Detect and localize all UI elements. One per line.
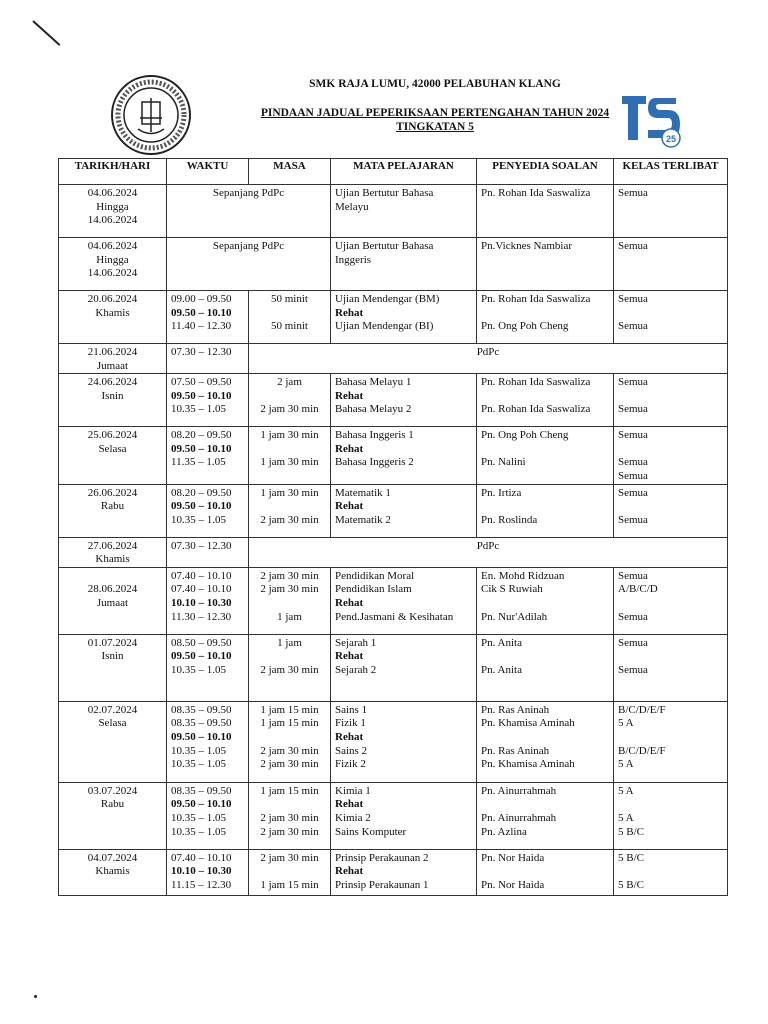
duration-cell [249, 291, 331, 344]
duration-cell-line [253, 731, 326, 745]
time-cell [167, 634, 249, 701]
setter-cell-line: Pn. Rohan Ida Saswaliza [481, 293, 591, 305]
duration-cell-line: 2 jam 30 min [260, 403, 319, 416]
time-cell-line: 09.00 – 09.50 [171, 293, 232, 305]
duration-cell-line [253, 443, 326, 457]
time-cell [167, 374, 249, 427]
class-cell-line [618, 597, 723, 611]
table-row [59, 537, 728, 567]
duration-cell-line: 2 jam 30 min [260, 851, 319, 864]
class-cell-line [618, 443, 723, 457]
duration-cell-line: 2 jam 30 min [260, 758, 319, 771]
setter-cell-line: Pn. Ras Aninah [481, 703, 550, 716]
setter-cell-line: Pn. Ainurrahmah [481, 811, 557, 824]
table-row [59, 185, 728, 238]
class-cell [614, 849, 728, 895]
col-header-date: TARIKH/HARI [59, 159, 167, 185]
col-header-subject: MATA PELAJARAN [331, 159, 477, 185]
svg-text:25: 25 [665, 134, 677, 144]
subject-line: Prinsip Perakaunan 1 [335, 878, 429, 891]
class-cell-line: Semua [618, 486, 648, 499]
time-cell [167, 484, 249, 537]
subject-cell [331, 782, 477, 849]
time-cell-line: 11.35 – 1.05 [171, 456, 226, 469]
time-cell-line: 11.30 – 12.30 [171, 610, 232, 623]
class-cell [614, 634, 728, 701]
subject-line: Sejarah 2 [335, 663, 377, 676]
date-cell [59, 427, 167, 484]
duration-cell-line: 1 jam [277, 636, 302, 649]
setter-cell-line: Pn. Khamisa Aminah [481, 717, 575, 730]
setter-cell-line: Pn. Anita [481, 636, 522, 649]
setter-cell-line: Pn. Nur'Adilah [481, 610, 548, 623]
setter-cell [477, 291, 614, 344]
date-cell [59, 484, 167, 537]
table-row [59, 849, 728, 895]
class-cell [614, 185, 728, 238]
class-cell-line: Semua [618, 663, 648, 676]
class-cell-line: Semua [618, 376, 648, 389]
table-row [59, 484, 728, 537]
class-cell-line: Semua [618, 513, 648, 526]
date-cell-line: 04.06.2024 [87, 187, 138, 199]
date-cell-line: 01.07.2024 [87, 636, 138, 649]
time-cell-line: 07.30 – 12.30 [171, 539, 232, 552]
table-row [59, 344, 728, 374]
form-level: TINGKATAN 5 [396, 121, 474, 133]
time-cell-line: 10.35 – 1.05 [171, 513, 226, 526]
subject-cell [331, 567, 477, 634]
class-cell-line [618, 500, 723, 514]
setter-cell-line [481, 865, 609, 879]
date-cell [59, 782, 167, 849]
setter-cell-line: Pn. Irtiza [481, 486, 522, 499]
duration-cell-line [253, 390, 326, 404]
subject-line: Matematik 1 [335, 486, 391, 499]
duration-cell-line: 2 jam 30 min [260, 583, 319, 596]
setter-cell-line [481, 443, 609, 457]
class-cell [614, 701, 728, 782]
class-cell-line: A/B/C/D [618, 583, 658, 596]
date-cell-line: 27.06.2024 [87, 539, 138, 552]
time-cell [167, 537, 249, 567]
subject-line: Sains 2 [335, 744, 368, 757]
duration-cell-line: 1 jam [277, 610, 302, 623]
setter-cell-line: Pn. Ras Aninah [481, 744, 550, 757]
setter-cell [477, 427, 614, 484]
class-cell-line: Semua [618, 456, 648, 469]
class-cell [614, 238, 728, 291]
date-cell-line: 03.07.2024 [87, 784, 138, 797]
time-cell-line: 08.35 – 09.50 [171, 784, 232, 797]
setter-cell-line: Pn. Ong Poh Cheng [481, 320, 569, 333]
subject-line: Rehat [335, 389, 364, 402]
time-cell-line: 08.35 – 09.50 [171, 703, 232, 716]
pdpc-cell [249, 537, 728, 567]
class-cell-line: B/C/D/E/F [618, 744, 666, 757]
subject-line: Bahasa Melayu 1 [335, 376, 412, 389]
table-row [59, 374, 728, 427]
time-cell-line: 09.50 – 10.10 [171, 306, 232, 319]
subject-line: Bahasa Melayu 2 [335, 403, 412, 416]
setter-cell-line: Pn. Azlina [481, 825, 527, 838]
subject-line: Rehat [335, 730, 364, 743]
date-cell-line: 14.06.2024 [87, 214, 138, 227]
subject-line: Rehat [335, 442, 364, 455]
document-title: PINDAAN JADUAL PEPERIKSAAN PERTENGAHAN TAHUN 2024 [260, 107, 610, 119]
subject-line: Rehat [335, 650, 364, 663]
duration-cell [249, 634, 331, 701]
duration-cell-line: 2 jam 30 min [260, 825, 319, 838]
date-cell-line: Jumaat [96, 596, 129, 609]
date-cell-line: Khamis [95, 865, 130, 878]
setter-cell-line: Pn. Roslinda [481, 513, 538, 526]
date-cell-line: Jumaat [96, 359, 129, 372]
subject-line: Sains Komputer [335, 825, 407, 838]
span-period-cell [167, 185, 331, 238]
subject-line: Rehat [335, 500, 364, 513]
subject-line: Melayu [335, 200, 369, 213]
span-period-text: Sepanjang PdPc [212, 187, 285, 199]
time-cell-line: 08.20 – 09.50 [171, 429, 232, 442]
date-cell-line: 04.07.2024 [87, 851, 138, 864]
setter-cell [477, 782, 614, 849]
time-cell-line: 07.30 – 12.30 [171, 346, 232, 358]
class-cell-line [618, 307, 723, 321]
subject-cell [331, 185, 477, 238]
class-cell [614, 782, 728, 849]
duration-cell-line: 2 jam 30 min [260, 569, 319, 582]
time-cell-line: 07.40 – 10.10 [171, 583, 232, 596]
class-cell-line [618, 865, 723, 879]
time-cell-line: 09.50 – 10.10 [171, 442, 232, 455]
subject-line: Rehat [335, 865, 364, 878]
duration-cell-line: 1 jam 30 min [260, 429, 319, 442]
duration-cell-line: 1 jam 30 min [260, 486, 319, 499]
date-cell [59, 185, 167, 238]
time-cell [167, 701, 249, 782]
duration-cell-line: 2 jam 30 min [260, 744, 319, 757]
duration-cell [249, 567, 331, 634]
date-cell-line: Isnin [101, 650, 124, 663]
time-cell-line: 07.40 – 10.10 [171, 851, 232, 864]
span-period-cell [167, 238, 331, 291]
setter-cell-line: Pn.Vicknes Nambiar [481, 240, 572, 252]
duration-cell [249, 484, 331, 537]
setter-cell-line [481, 731, 609, 745]
setter-cell-line [481, 597, 609, 611]
date-cell [59, 344, 167, 374]
class-cell-line: 5 B/C [618, 851, 644, 864]
date-cell [59, 374, 167, 427]
subject-cell [331, 374, 477, 427]
time-cell-line: 08.35 – 09.50 [171, 717, 232, 730]
date-cell-line: Selasa [98, 717, 127, 730]
time-cell [167, 291, 249, 344]
time-cell-line: 10.35 – 1.05 [171, 403, 226, 416]
subject-cell [331, 484, 477, 537]
time-cell-line: 10.35 – 1.05 [171, 744, 226, 757]
class-cell-line: Semua [618, 240, 648, 252]
class-cell-line: 5 A [618, 811, 634, 824]
duration-cell [249, 782, 331, 849]
time-cell-line: 09.50 – 10.10 [171, 730, 232, 743]
date-cell-line: 02.07.2024 [87, 703, 138, 716]
setter-cell-line: Pn. Nor Haida [481, 851, 545, 864]
date-cell-line [63, 570, 162, 584]
duration-cell [249, 849, 331, 895]
duration-cell-line: 1 jam 15 min [260, 878, 319, 891]
time-cell-line: 09.50 – 10.10 [171, 500, 232, 513]
class-cell-line [618, 650, 723, 664]
setter-cell-line: Pn. Anita [481, 663, 522, 676]
subject-line: Sejarah 1 [335, 636, 377, 649]
duration-cell-line: 1 jam 15 min [260, 784, 319, 797]
subject-cell [331, 291, 477, 344]
subject-line: Prinsip Perakaunan 2 [335, 851, 429, 864]
class-cell-line: 5 B/C [618, 825, 644, 838]
table-row [59, 782, 728, 849]
time-cell-line: 10.35 – 1.05 [171, 825, 226, 838]
setter-cell [477, 567, 614, 634]
date-cell-line: Khamis [95, 553, 130, 566]
date-cell-line: Isnin [101, 389, 124, 402]
subject-line: Rehat [335, 306, 364, 319]
class-cell-line: Semua [618, 293, 648, 305]
setter-cell [477, 701, 614, 782]
time-cell [167, 427, 249, 484]
class-cell-line: Semua [618, 187, 648, 199]
class-cell-line: Semua [618, 636, 648, 649]
setter-cell-line: Pn. Nor Haida [481, 878, 545, 891]
setter-cell-line: Pn. Nalini [481, 456, 526, 469]
class-cell-line: Semua [618, 429, 648, 442]
time-cell-line: 10.35 – 1.05 [171, 663, 226, 676]
duration-cell-line: 1 jam 15 min [260, 703, 319, 716]
setter-cell [477, 238, 614, 291]
subject-line: Ujian Mendengar (BI) [335, 320, 434, 333]
subject-line: Kimia 2 [335, 811, 371, 824]
date-cell-line: 21.06.2024 [87, 346, 138, 358]
date-cell-line: Hingga [96, 200, 129, 213]
table-row [59, 634, 728, 701]
date-cell [59, 701, 167, 782]
span-period-text: Sepanjang PdPc [212, 240, 285, 252]
class-cell [614, 484, 728, 537]
duration-cell-line: 2 jam [277, 376, 302, 389]
class-cell-line: 5 A [618, 758, 634, 771]
time-cell-line: 10.35 – 1.05 [171, 758, 226, 771]
subject-cell [331, 849, 477, 895]
setter-cell-line [481, 307, 609, 321]
class-cell-line [618, 731, 723, 745]
class-cell [614, 427, 728, 484]
duration-cell [249, 427, 331, 484]
setter-cell [477, 849, 614, 895]
duration-cell-line [253, 650, 326, 664]
class-cell-line: Semua [618, 469, 648, 482]
class-cell [614, 291, 728, 344]
time-cell-line: 07.50 – 09.50 [171, 376, 232, 389]
subject-line: Bahasa Inggeris 2 [335, 456, 414, 469]
subject-line: Fizik 2 [335, 758, 366, 771]
time-cell-line: 09.50 – 10.10 [171, 798, 232, 811]
subject-line: Ujian Mendengar (BM) [335, 293, 440, 305]
setter-cell [477, 374, 614, 427]
duration-cell-line [253, 798, 326, 812]
subject-line: Ujian Bertutur Bahasa [335, 187, 434, 199]
duration-cell-line [253, 500, 326, 514]
class-cell-line: Semua [618, 569, 648, 582]
date-cell-line: Rabu [100, 500, 125, 513]
subject-line: Inggeris [335, 253, 372, 266]
subject-line: Kimia 1 [335, 784, 371, 797]
duration-cell-line: 2 jam 30 min [260, 513, 319, 526]
table-row [59, 291, 728, 344]
duration-cell-line [253, 597, 326, 611]
subject-line: Pend.Jasmani & Kesihatan [335, 610, 454, 623]
subject-line: Rehat [335, 798, 364, 811]
duration-cell-line: 1 jam 30 min [260, 456, 319, 469]
date-cell-line: Rabu [100, 798, 125, 811]
date-cell [59, 291, 167, 344]
class-cell-line: B/C/D/E/F [618, 703, 666, 716]
time-cell [167, 567, 249, 634]
date-cell-line: 26.06.2024 [87, 486, 138, 499]
subject-line: Fizik 1 [335, 717, 366, 730]
pdpc-text: PdPc [476, 346, 500, 358]
duration-cell-line [253, 865, 326, 879]
table-row [59, 427, 728, 484]
duration-cell-line: 2 jam 30 min [260, 663, 319, 676]
date-cell [59, 567, 167, 634]
pdpc-text: PdPc [476, 539, 500, 552]
setter-cell-line [481, 500, 609, 514]
duration-cell-line [253, 307, 326, 321]
col-header-duration: MASA [249, 159, 331, 185]
subject-line: Sains 1 [335, 703, 368, 716]
date-cell-line: 25.06.2024 [87, 429, 138, 442]
date-cell-line: 04.06.2024 [87, 240, 138, 252]
subject-cell [331, 701, 477, 782]
setter-cell-line: Pn. Ong Poh Cheng [481, 429, 569, 442]
setter-cell-line: Pn. Ainurrahmah [481, 784, 557, 797]
setter-cell-line: Pn. Rohan Ida Saswaliza [481, 187, 591, 199]
time-cell-line: 10.10 – 10.30 [171, 596, 232, 609]
class-cell-line: 5 A [618, 784, 634, 797]
duration-cell-line: 2 jam 30 min [260, 811, 319, 824]
time-cell-line: 09.50 – 10.10 [171, 389, 232, 402]
class-cell [614, 374, 728, 427]
setter-cell [477, 185, 614, 238]
subject-cell [331, 427, 477, 484]
class-cell-line: 5 A [618, 717, 634, 730]
setter-cell [477, 634, 614, 701]
setter-cell-line [481, 390, 609, 404]
pdpc-cell [249, 344, 728, 374]
setter-cell-line: Pn. Khamisa Aminah [481, 758, 575, 771]
subject-cell [331, 634, 477, 701]
setter-cell-line: En. Mohd Ridzuan [481, 569, 565, 582]
date-cell-line: 24.06.2024 [87, 376, 138, 389]
time-cell-line: 07.40 – 10.10 [171, 569, 232, 582]
class-cell [614, 567, 728, 634]
subject-line: Rehat [335, 596, 364, 609]
subject-cell [331, 238, 477, 291]
time-cell [167, 849, 249, 895]
date-cell-line: 14.06.2024 [87, 267, 138, 280]
duration-cell-line: 50 minit [271, 293, 308, 305]
date-cell [59, 634, 167, 701]
subject-line: Ujian Bertutur Bahasa [335, 240, 434, 252]
date-cell-line: Khamis [95, 306, 130, 319]
table-row [59, 701, 728, 782]
time-cell [167, 782, 249, 849]
setter-cell-line [481, 650, 609, 664]
time-cell-line: 11.15 – 12.30 [171, 878, 232, 891]
exam-schedule-table [58, 158, 728, 896]
duration-cell [249, 374, 331, 427]
setter-cell-line: Cik S Ruwiah [481, 583, 543, 596]
date-cell [59, 849, 167, 895]
setter-cell-line [481, 798, 609, 812]
table-row [59, 238, 728, 291]
time-cell-line: 08.20 – 09.50 [171, 486, 232, 499]
col-header-time: WAKTU [167, 159, 249, 185]
class-cell-line: Semua [618, 610, 648, 623]
subject-line: Bahasa Inggeris 1 [335, 429, 414, 442]
class-cell-line [618, 390, 723, 404]
col-header-setter: PENYEDIA SOALAN [477, 159, 614, 185]
table-row [59, 567, 728, 634]
col-header-class: KELAS TERLIBAT [614, 159, 728, 185]
class-cell-line: Semua [618, 403, 648, 416]
school-name: SMK RAJA LUMU, 42000 PELABUHAN KLANG [309, 78, 561, 90]
ink-dot [34, 995, 37, 998]
school-crest-icon [110, 74, 192, 156]
time-cell-line: 11.40 – 12.30 [171, 320, 232, 333]
date-cell-line: 20.06.2024 [87, 293, 138, 305]
subject-line: Matematik 2 [335, 513, 391, 526]
time-cell-line: 08.50 – 09.50 [171, 636, 232, 649]
date-cell [59, 537, 167, 567]
class-cell-line [618, 798, 723, 812]
duration-cell-line: 50 minit [271, 320, 308, 333]
date-cell-line: 28.06.2024 [87, 583, 138, 596]
duration-cell [249, 701, 331, 782]
time-cell [167, 344, 249, 374]
time-cell-line: 10.10 – 10.30 [171, 865, 232, 878]
subject-line: Pendidikan Moral [335, 569, 415, 582]
setter-cell-line: Pn. Rohan Ida Saswaliza [481, 376, 591, 389]
date-cell [59, 238, 167, 291]
setter-cell [477, 484, 614, 537]
class-cell-line: Semua [618, 320, 648, 333]
class-cell-line: 5 B/C [618, 878, 644, 891]
pen-mark [32, 20, 60, 46]
setter-cell-line: Pn. Rohan Ida Saswaliza [481, 403, 591, 416]
date-cell-line: Selasa [98, 442, 127, 455]
time-cell-line: 09.50 – 10.10 [171, 650, 232, 663]
time-cell-line: 10.35 – 1.05 [171, 811, 226, 824]
date-cell-line: Hingga [96, 253, 129, 266]
duration-cell-line: 1 jam 15 min [260, 717, 319, 730]
subject-line: Pendidikan Islam [335, 583, 412, 596]
